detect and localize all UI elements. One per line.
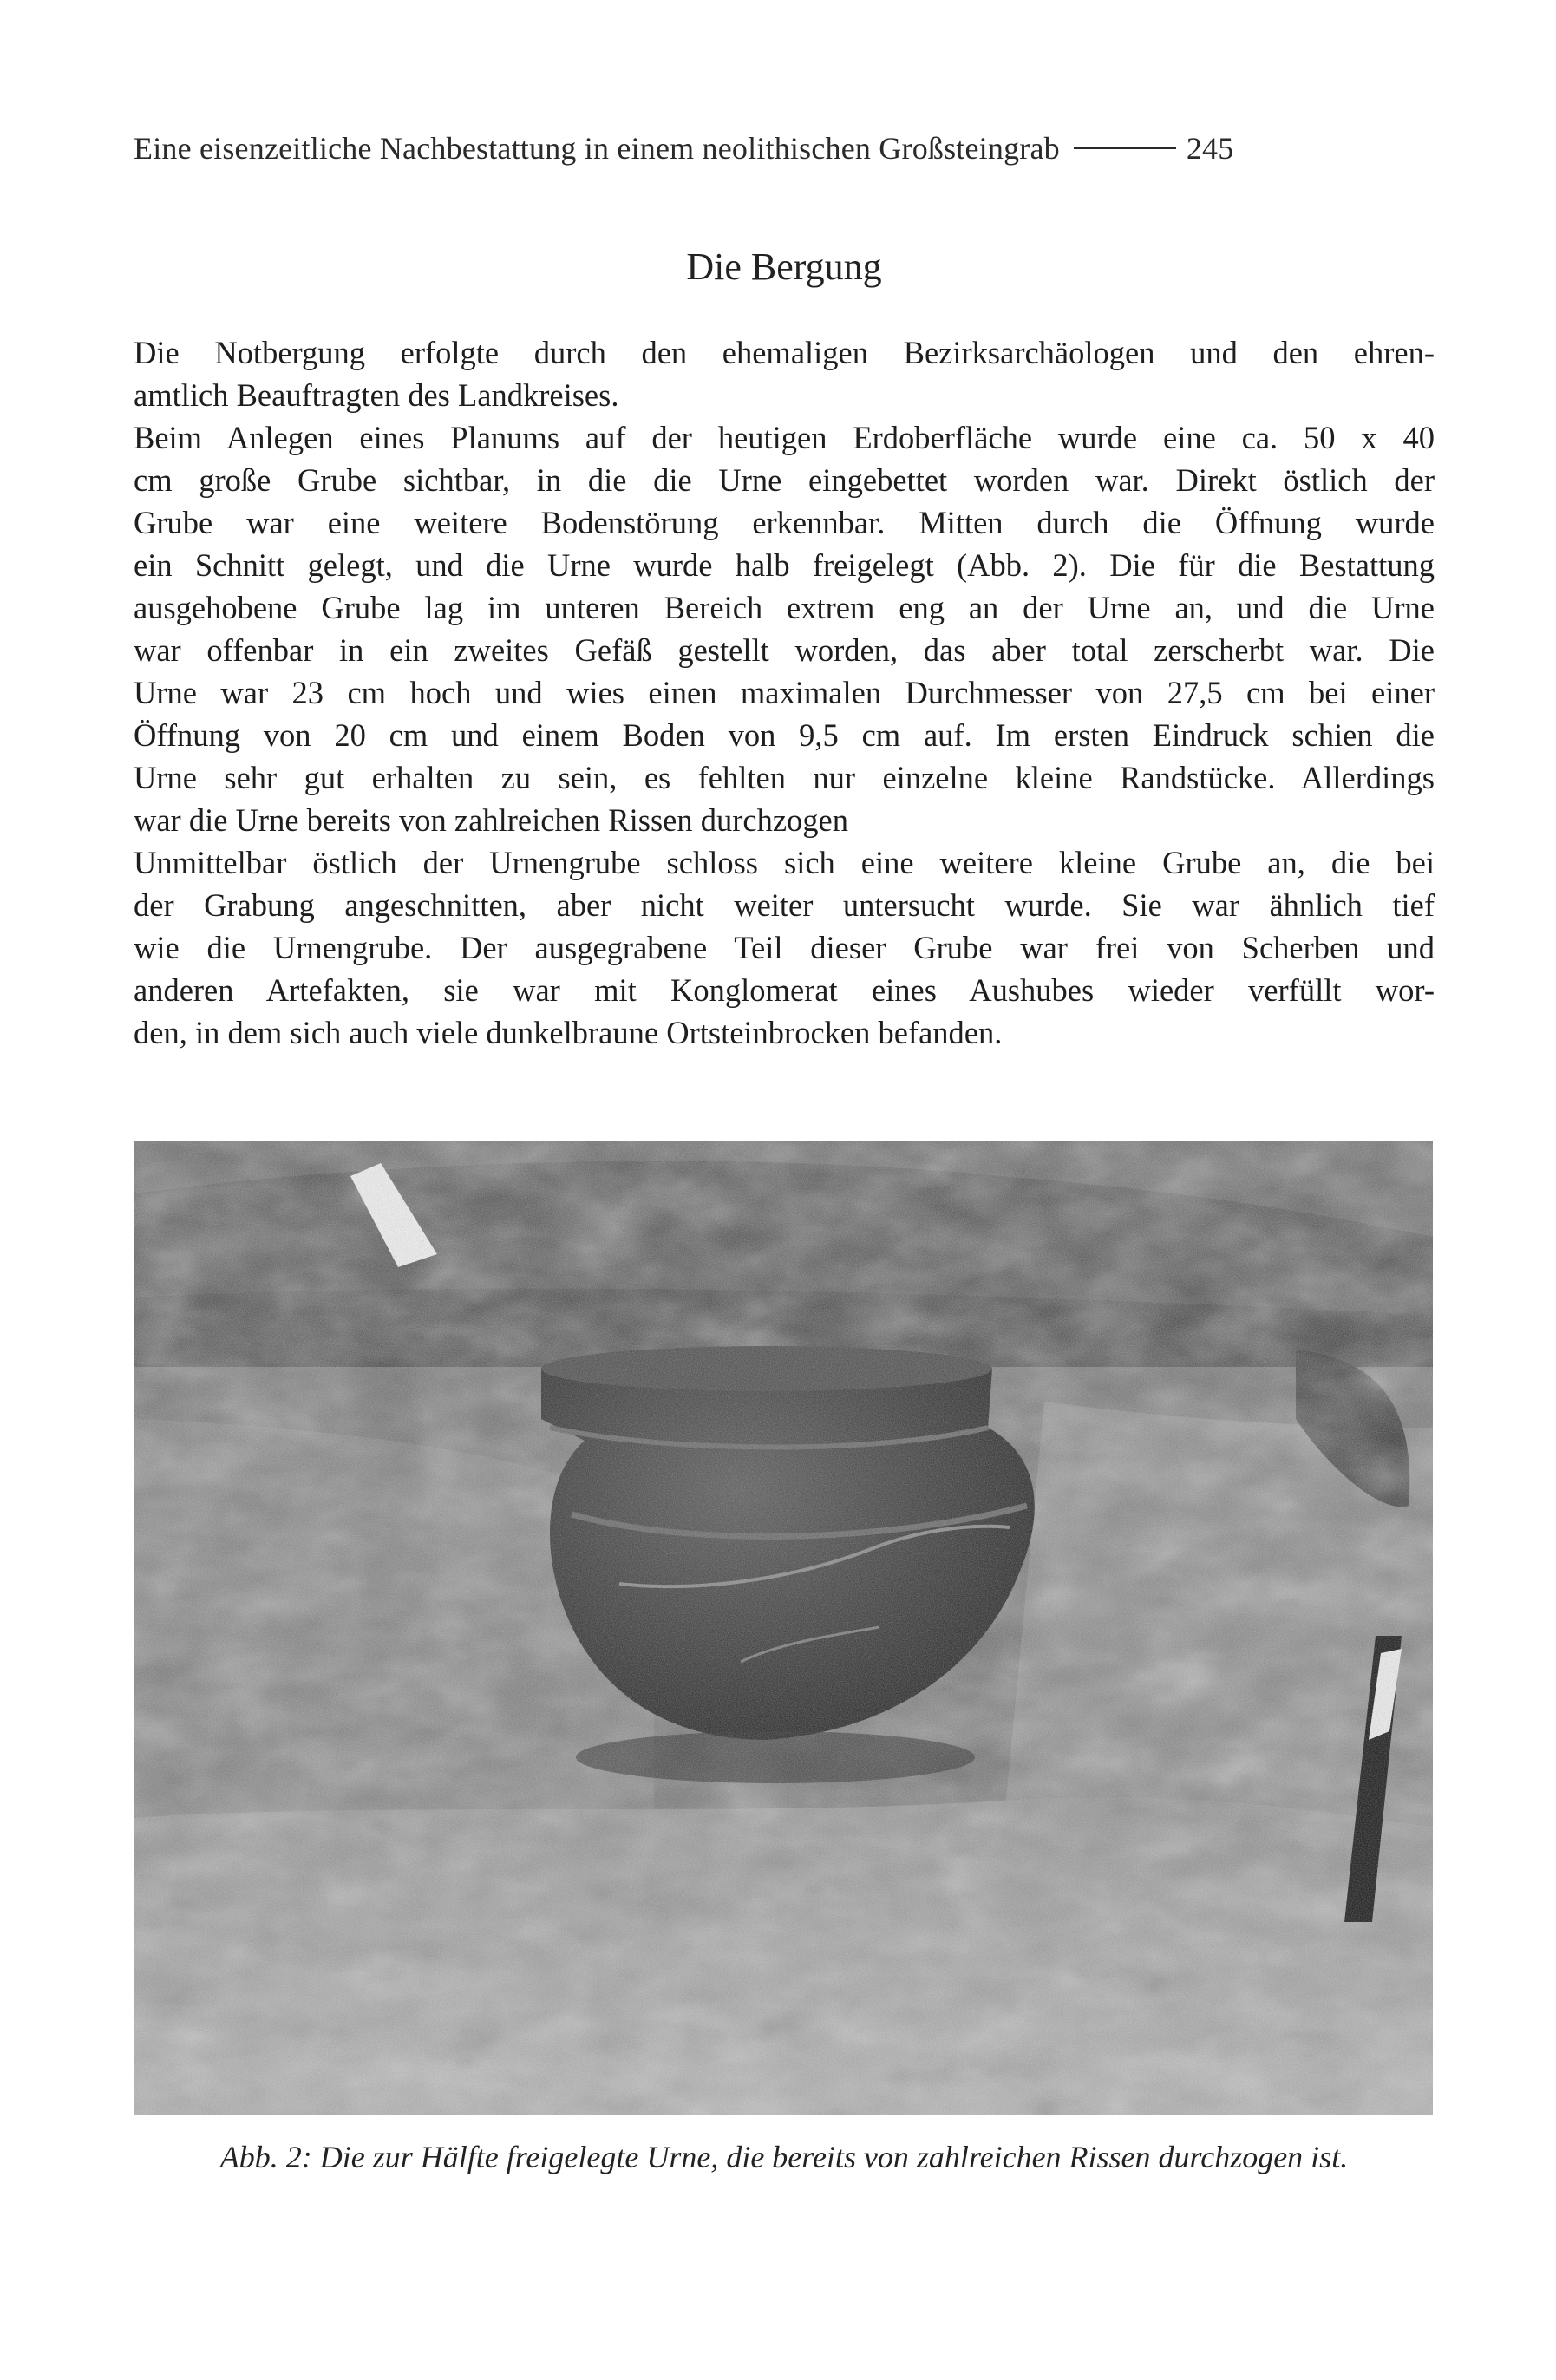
text-line: Urne war 23 cm hoch und wies einen maximalen Durchmesser von 27,5 cm bei einer [134,675,1435,710]
text-line: den, in dem sich auch viele dunkelbraune Ortsteinbrocken befanden. [134,1015,1003,1050]
excavation-photo [134,1141,1433,2115]
header-rule [1074,147,1176,149]
text-line: anderen Artefakten, sie war mit Konglomerat eines Aushubes wieder verfüllt wor- [134,972,1435,1008]
body-text [134,331,1435,1054]
running-title: Eine eisenzeitliche Nachbestattung in einem neolithischen Großsteingrab [134,131,1060,166]
text-line: war offenbar in ein zweites Gefäß gestellt worden, das aber total zerscherbt war. Die [134,632,1435,668]
figure-caption: Abb. 2: Die zur Hälfte freigelegte Urne, die bereits von zahlreichen Rissen durchzogen ist. [219,2140,1349,2174]
text-line: war die Urne bereits von zahlreichen Rissen durchzogen [134,802,848,838]
text-line: Beim Anlegen eines Planums auf der heutigen Erdoberfläche wurde eine ca. 50 x 40 [134,420,1435,455]
text-line: wie die Urnengrube. Der ausgegrabene Teil dieser Grube war frei von Scherben und [134,930,1435,965]
text-line: ein Schnitt gelegt, und die Urne wurde halb freigelegt (Abb. 2). Die für die Bestattung [134,547,1435,583]
page-number: 245 [1186,131,1234,166]
text-line: cm große Grube sichtbar, in die die Urne eingebettet worden war. Direkt östlich der [134,462,1435,498]
text-line: Öffnung von 20 cm und einem Boden von 9,5 cm auf. Im ersten Eindruck schien die [134,717,1435,753]
text-line: Urne sehr gut erhalten zu sein, es fehlten nur einzelne kleine Randstücke. Allerdings [134,760,1435,795]
running-header [134,130,1435,167]
text-line: der Grabung angeschnitten, aber nicht weiter untersucht wurde. Sie war ähnlich tief [134,887,1435,923]
text-line: amtlich Beauftragten des Landkreises. [134,377,619,413]
text-line: Die Notbergung erfolgte durch den ehemaligen Bezirksarchäologen und den ehren- [134,335,1435,370]
text-line: Unmittelbar östlich der Urnengrube schloss sich eine weitere kleine Grube an, die bei [134,845,1435,880]
text-line: ausgehobene Grube lag im unteren Bereich extrem eng an der Urne an, und die Urne [134,590,1435,625]
section-title: Die Bergung [686,245,882,288]
text-line: Grube war eine weitere Bodenstörung erkennbar. Mitten durch die Öffnung wurde [134,505,1435,540]
